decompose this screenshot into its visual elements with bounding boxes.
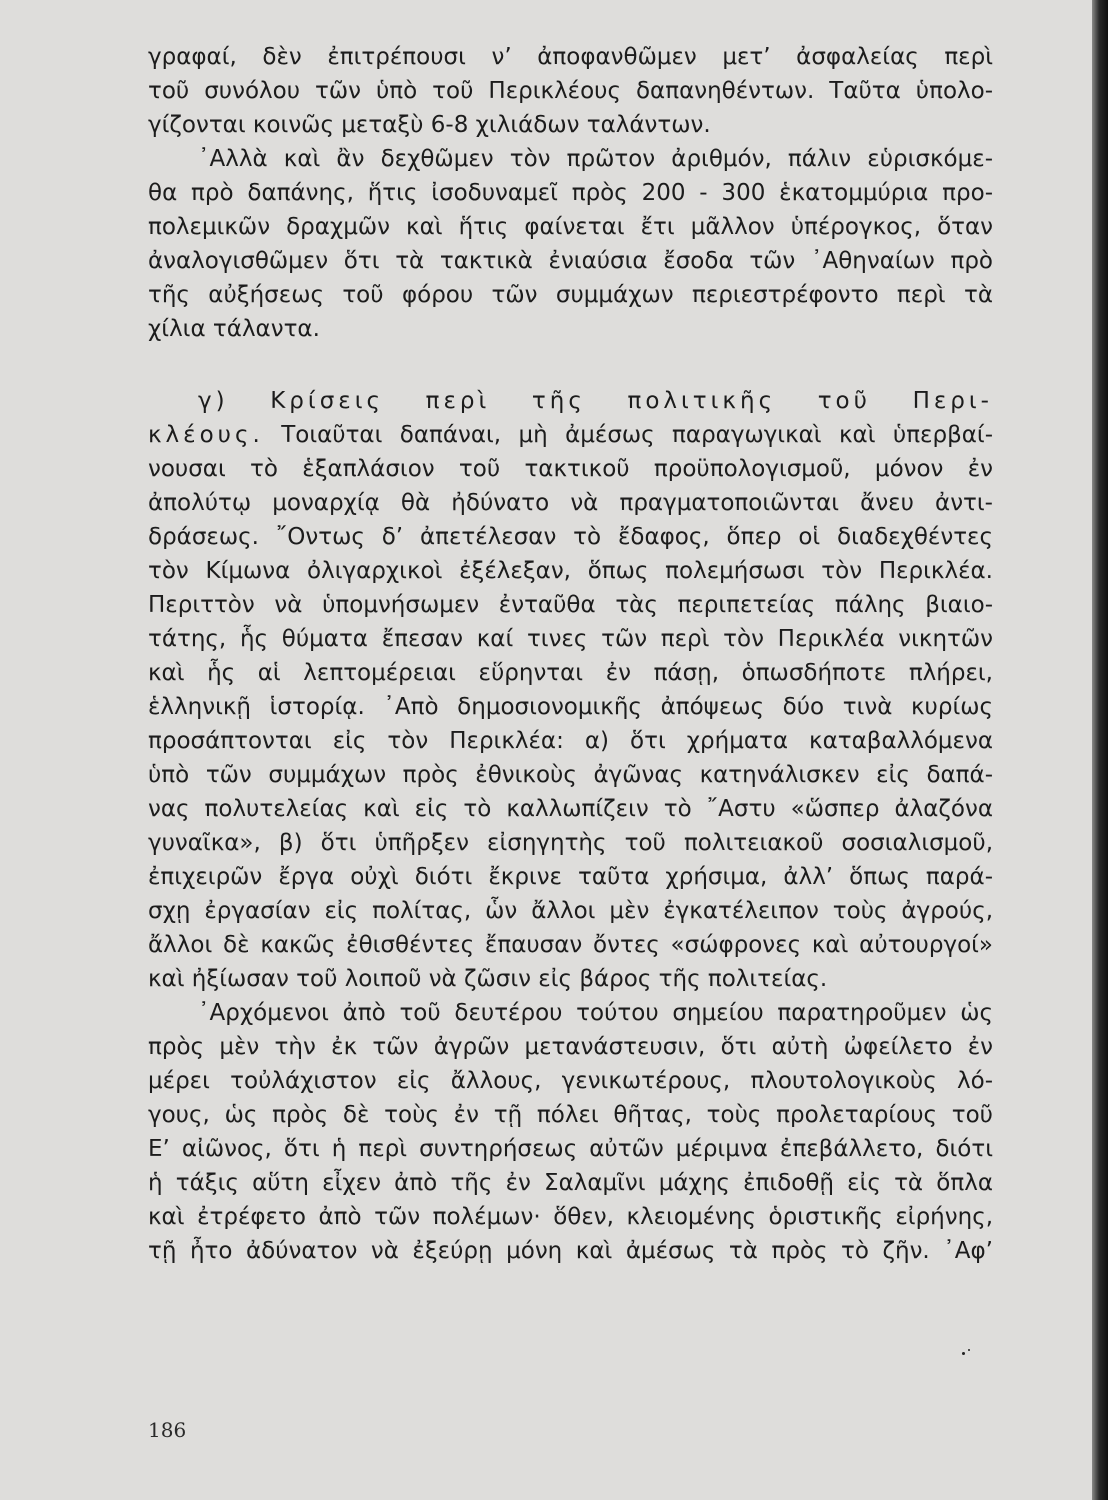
text-line: Ε’ αἰῶνος, ὅτι ἡ περὶ συντηρήσεως αὐτῶν μέριμνα ἐπεβάλλετο, διότι (148, 1136, 993, 1162)
text-line: χίλια τάλαντα. (148, 316, 320, 342)
text-line: καὶ ἐτρέφετο ἀπὸ τῶν πολέμων· ὅθεν, κλειομένης ὁριστικῆς εἰρήνης, (148, 1204, 993, 1230)
text-line: γίζονται κοινῶς μεταξὺ 6-8 χιλιάδων ταλάντων. (148, 112, 711, 138)
body-text (148, 40, 993, 1268)
text-line: καὶ ἧς αἱ λεπτομέρειαι εὕρηνται ἐν πάσῃ, ὁπωσδήποτε πλήρει, (148, 660, 993, 686)
text-line: ἑλληνικῇ ἱστορίᾳ. ᾿Απὸ δημοσιονομικῆς ἀπόψεως δύο τινὰ κυρίως (148, 694, 993, 720)
text-line: γυναῖκα», β) ὅτι ὑπῆρξεν εἰσηγητὴς τοῦ πολιτειακοῦ σοσιαλισμοῦ, (148, 830, 993, 856)
section-gap (148, 346, 993, 384)
dust-speck (962, 1352, 965, 1355)
section-text-start: Τοιαῦται δαπάναι, μὴ ἀμέσως παραγωγικαὶ καὶ ὑπερβαί- (263, 422, 993, 448)
text-line: πρὸς μὲν τὴν ἐκ τῶν ἀγρῶν μετανάστευσιν, ὅτι αὐτὴ ὠφείλετο ἐν (148, 1034, 993, 1060)
text-line: ἀπολύτῳ μοναρχίᾳ θὰ ἠδύνατο νὰ πραγματοποιῶνται ἄνευ ἀντι- (148, 490, 993, 516)
text-line: πολεμικῶν δραχμῶν καὶ ἥτις φαίνεται ἔτι μᾶλλον ὑπέρογκος, ὅταν (148, 214, 993, 240)
section-heading-end: κλέους. (148, 422, 264, 448)
text-line: τάτης, ἧς θύματα ἔπεσαν καί τινες τῶν περὶ τὸν Περικλέα νικητῶν (148, 626, 993, 652)
dust-speck (968, 1349, 970, 1351)
text-line: δράσεως. ῎Οντως δ’ ἀπετέλεσαν τὸ ἔδαφος, ὅπερ οἱ διαδεχθέντες (148, 524, 993, 550)
text-line: γραφαί, δὲν ἐπιτρέπουσι ν’ ἀποφανθῶμεν μετ’ ἀσφαλείας περὶ (148, 44, 993, 70)
text-line: ἐπιχειρῶν ἔργα οὐχὶ διότι ἔκρινε ταῦτα χρήσιμα, ἀλλ’ ὅπως παρά- (148, 864, 993, 890)
text-line: ἄλλοι δὲ κακῶς ἐθισθέντες ἔπαυσαν ὄντες «σώφρονες καὶ αὐτουργοί» (148, 932, 993, 958)
text-line: ἀναλογισθῶμεν ὅτι τὰ τακτικὰ ἐνιαύσια ἔσοδα τῶν ᾿Αθηναίων πρὸ (148, 248, 993, 274)
text-line: καὶ ἠξίωσαν τοῦ λοιποῦ νὰ ζῶσιν εἰς βάρος τῆς πολιτείας. (148, 966, 828, 992)
text-line: θα πρὸ δαπάνης, ἥτις ἰσοδυναμεῖ πρὸς 200 - 300 ἑκατομμύρια προ- (148, 180, 993, 206)
text-line: ἡ τάξις αὕτη εἶχεν ἀπὸ τῆς ἐν Σαλαμῖνι μάχης ἐπιδοθῇ εἰς τὰ ὅπλα (148, 1170, 993, 1196)
text-line: σχῃ ἐργασίαν εἰς πολίτας, ὧν ἄλλοι μὲν ἐγκατέλειπον τοὺς ἀγρούς, (148, 898, 993, 924)
text-line: τῆς αὐξήσεως τοῦ φόρου τῶν συμμάχων περιεστρέφοντο περὶ τὰ (148, 282, 993, 308)
text-line: νας πολυτελείας καὶ εἰς τὸ καλλωπίζειν τὸ ῎Αστυ «ὥσπερ ἀλαζόνα (148, 796, 993, 822)
text-line: προσάπτονται εἰς τὸν Περικλέα: α) ὅτι χρήματα καταβαλλόμενα (148, 728, 993, 754)
text-line: νουσαι τὸ ἑξαπλάσιον τοῦ τακτικοῦ προϋπολογισμοῦ, μόνον ἐν (148, 456, 993, 482)
text-line: Περιττὸν νὰ ὑπομνήσωμεν ἐνταῦθα τὰς περιπετείας πάλης βιαιο- (148, 592, 993, 618)
text-line: τῇ ἦτο ἀδύνατον νὰ ἐξεύρῃ μόνη καὶ ἀμέσως τὰ πρὸς τὸ ζῆν. ᾿Αφ’ (148, 1238, 993, 1264)
text-line (148, 418, 993, 452)
page-number: 186 (148, 1418, 187, 1442)
text-line: γους, ὡς πρὸς δὲ τοὺς ἐν τῇ πόλει θῆτας, τοὺς προλεταρίους τοῦ (148, 1102, 993, 1128)
text-line: μέρει τοὐλάχιστον εἰς ἄλλους, γενικωτέρους, πλουτολογικοὺς λό- (148, 1068, 993, 1094)
text-line: τοῦ συνόλου τῶν ὑπὸ τοῦ Περικλέους δαπανηθέντων. Ταῦτα ὑπολο- (148, 78, 993, 104)
page-edge-shadow (1092, 0, 1108, 1500)
paragraph-start-line: ᾿Αρχόμενοι ἀπὸ τοῦ δευτέρου τούτου σημείου παρατηροῦμεν ὡς (198, 1000, 993, 1026)
text-line: ὑπὸ τῶν συμμάχων πρὸς ἐθνικοὺς ἀγῶνας κατηνάλισκεν εἰς δαπά- (148, 762, 993, 788)
paragraph-start-line: ᾿Αλλὰ καὶ ἂν δεχθῶμεν τὸν πρῶτον ἀριθμόν, πάλιν εὑρισκόμε- (198, 146, 993, 172)
text-line: τὸν Κίμωνα ὀλιγαρχικοὶ ἐξέλεξαν, ὅπως πολεμήσωσι τὸν Περικλέα. (148, 558, 993, 584)
section-heading-line: γ) Κρίσεις περὶ τῆς πολιτικῆς τοῦ Περι- (198, 388, 993, 414)
